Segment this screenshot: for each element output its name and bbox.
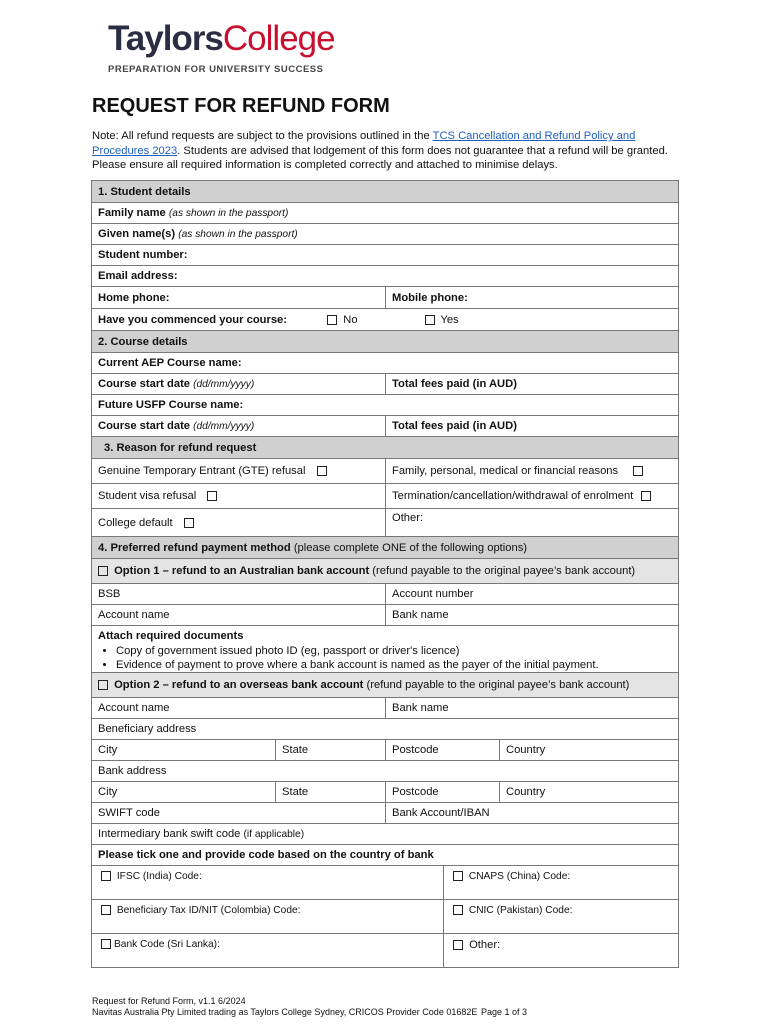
tax-id-option[interactable]: Beneficiary Tax ID/NIT (Colombia) Code:: [92, 900, 444, 934]
bank-code-option[interactable]: Bank Code (Sri Lanka):: [92, 934, 444, 968]
beneficiary-country-field[interactable]: Country: [500, 740, 679, 761]
page-footer: [92, 996, 528, 1018]
mobile-phone-field[interactable]: Mobile phone:: [386, 287, 679, 309]
aep-course-field[interactable]: Current AEP Course name:: [92, 353, 679, 374]
reason-termination-option[interactable]: Termination/cancellation/withdrawal of enrolment: [386, 484, 679, 509]
usfp-start-date-field[interactable]: Course start date (dd/mm/yyyy): [92, 416, 386, 437]
other-code-option[interactable]: Other:: [444, 934, 679, 968]
attach-item: • Copy of government issued photo ID (eg, passport or driver's licence): [116, 644, 672, 658]
checkbox-icon[interactable]: [98, 566, 108, 576]
note-paragraph: Note: All refund requests are subject to the provisions outlined in the TCS Cancellation and Refund Policy and Procedures 2023. Students are advised that lodgement of this form does not guarantee that a refund will be granted. Please ensure all required information is completed correctly and attached to minimise delays.: [92, 130, 668, 171]
checkbox-icon[interactable]: [633, 466, 643, 476]
commenced-yes-cell: [386, 309, 679, 331]
overseas-bank-name-field[interactable]: Bank name: [386, 698, 679, 719]
email-field[interactable]: Email address:: [92, 266, 679, 287]
checkbox-icon[interactable]: [207, 491, 217, 501]
checkbox-icon[interactable]: [101, 939, 111, 949]
option1-australian-bank[interactable]: Option 1 – refund to an Australian bank account (refund payable to the original payee’s bank account): [92, 559, 679, 584]
checkbox-icon[interactable]: [425, 315, 435, 325]
checkbox-icon[interactable]: [98, 680, 108, 690]
usfp-fees-field[interactable]: Total fees paid (in AUD): [386, 416, 679, 437]
bank-city-field[interactable]: City: [92, 782, 276, 803]
bank-postcode-field[interactable]: Postcode: [386, 782, 500, 803]
cnaps-option[interactable]: CNAPS (China) Code:: [444, 866, 679, 900]
tick-instruction: Please tick one and provide code based on the country of bank: [92, 845, 679, 866]
usfp-course-field[interactable]: Future USFP Course name:: [92, 395, 679, 416]
checkbox-icon[interactable]: [641, 491, 651, 501]
logo-tagline: PREPARATION FOR UNIVERSITY SUCCESS: [108, 64, 324, 75]
aep-start-date-field[interactable]: Course start date (dd/mm/yyyy): [92, 374, 386, 395]
reason-family-option[interactable]: Family, personal, medical or financial reasons: [386, 459, 679, 484]
section-course-details: 2. Course details: [92, 331, 679, 353]
swift-code-field[interactable]: SWIFT code: [92, 803, 386, 824]
student-number-field[interactable]: Student number:: [92, 245, 679, 266]
logo-wordmark: TaylorsCollege: [108, 19, 335, 58]
bank-country-field[interactable]: Country: [500, 782, 679, 803]
checkbox-icon[interactable]: [327, 315, 337, 325]
commenced-no-option[interactable]: No: [324, 314, 357, 326]
cnic-option[interactable]: CNIC (Pakistan) Code:: [444, 900, 679, 934]
page-number: Page 1 of 3: [481, 1007, 528, 1017]
reason-default-option[interactable]: College default: [92, 509, 386, 537]
page-title: REQUEST FOR REFUND FORM: [92, 95, 390, 117]
aep-fees-field[interactable]: Total fees paid (in AUD): [386, 374, 679, 395]
reason-other-field[interactable]: Other:: [386, 509, 679, 537]
footer-provider: Navitas Australia Pty Limited trading as Taylors College Sydney, CRICOS Provider Code 01682E: [92, 1007, 478, 1017]
section-refund-reason: 3. Reason for refund request: [92, 437, 679, 459]
commenced-yes-option[interactable]: Yes: [422, 314, 459, 326]
checkbox-icon[interactable]: [453, 940, 463, 950]
attach-item: • Evidence of payment to prove where a bank account is named as the payer of the initial payment.: [116, 658, 672, 672]
beneficiary-postcode-field[interactable]: Postcode: [386, 740, 500, 761]
ifsc-option[interactable]: IFSC (India) Code:: [92, 866, 444, 900]
reason-gte-option[interactable]: Genuine Temporary Entrant (GTE) refusal: [92, 459, 386, 484]
checkbox-icon[interactable]: [317, 466, 327, 476]
beneficiary-state-field[interactable]: State: [276, 740, 386, 761]
beneficiary-address-label: Beneficiary address: [92, 719, 679, 740]
commenced-course-question: Have you commenced your course: No: [92, 309, 386, 331]
family-name-field[interactable]: Family name (as shown in the passport): [92, 203, 679, 224]
section-student-details: 1. Student details: [92, 181, 679, 203]
overseas-account-name-field[interactable]: Account name: [92, 698, 386, 719]
account-number-field[interactable]: Account number: [386, 584, 679, 605]
reason-visa-option[interactable]: Student visa refusal: [92, 484, 386, 509]
checkbox-icon[interactable]: [184, 518, 194, 528]
beneficiary-city-field[interactable]: City: [92, 740, 276, 761]
attach-documents: Attach required documents • Copy of government issued photo ID (eg, passport or driver's licence) • Evidence of payment to prove where a bank account is named as the payer of the initial payment.: [92, 626, 679, 673]
checkbox-icon[interactable]: [453, 905, 463, 915]
given-names-field[interactable]: Given name(s) (as shown in the passport): [92, 224, 679, 245]
bank-name-field[interactable]: Bank name: [386, 605, 679, 626]
refund-policy-link[interactable]: TCS Cancellation and Refund Policy and Procedures 2023: [92, 130, 636, 157]
home-phone-field[interactable]: Home phone:: [92, 287, 386, 309]
section-payment-method: 4. Preferred refund payment method (please complete ONE of the following options): [92, 537, 679, 559]
refund-form-table: [91, 180, 679, 968]
option2-overseas-bank[interactable]: Option 2 – refund to an overseas bank account (refund payable to the original payee’s bank account): [92, 673, 679, 698]
bank-address-label: Bank address: [92, 761, 679, 782]
iban-field[interactable]: Bank Account/IBAN: [386, 803, 679, 824]
checkbox-icon[interactable]: [453, 871, 463, 881]
college-logo: [108, 20, 335, 75]
footer-version: Request for Refund Form, v1.1 6/2024: [92, 996, 246, 1006]
intermediary-swift-field[interactable]: Intermediary bank swift code (if applicable): [92, 824, 679, 845]
account-name-field[interactable]: Account name: [92, 605, 386, 626]
checkbox-icon[interactable]: [101, 905, 111, 915]
checkbox-icon[interactable]: [101, 871, 111, 881]
bsb-field[interactable]: BSB: [92, 584, 386, 605]
bank-state-field[interactable]: State: [276, 782, 386, 803]
